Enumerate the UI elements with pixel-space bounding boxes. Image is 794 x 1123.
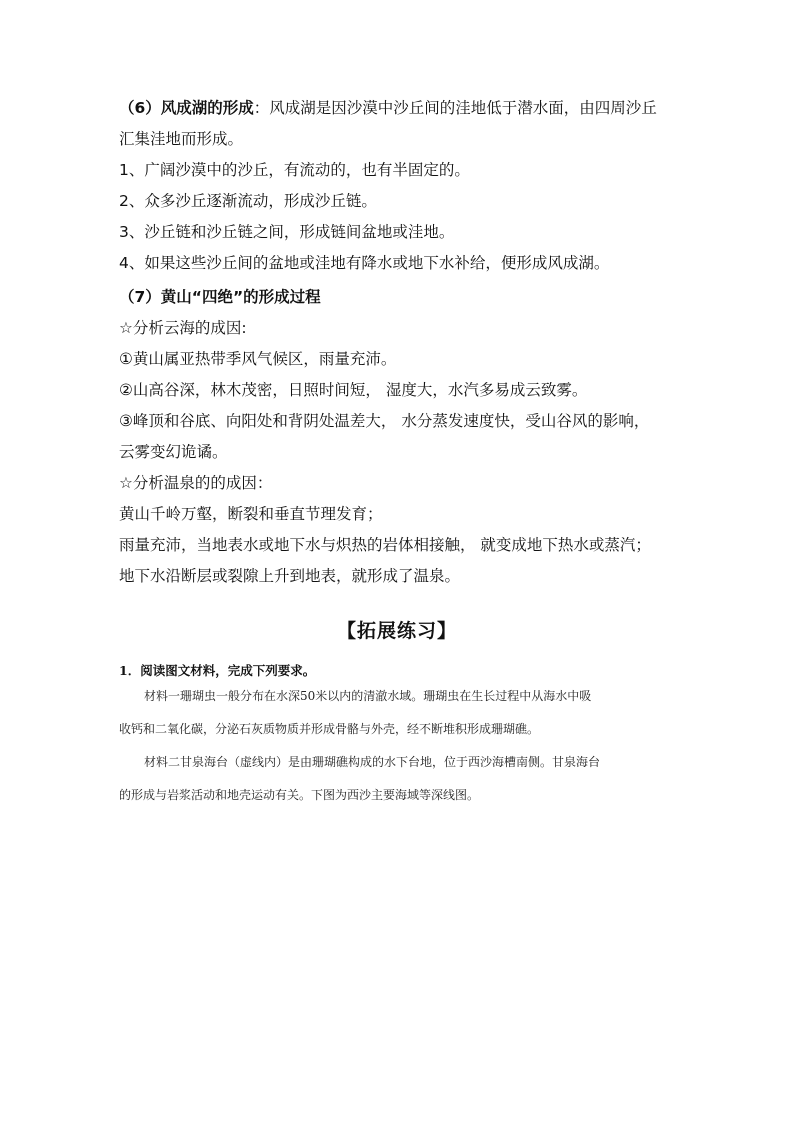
wind-lake-heading: （6）风成湖的形成 bbox=[119, 99, 254, 117]
exercise-section-title: 【拓展练习】 bbox=[336, 620, 457, 642]
material-2-line-1: 材料二甘泉海台（虚线内）是由珊瑚礁构成的水下台地，位于西沙海槽南侧。甘泉海台 bbox=[144, 755, 601, 769]
wind-lake-intro-line-2: 汇集洼地而形成。 bbox=[119, 130, 244, 148]
cloud-sea-point-2: ②山高谷深，林木茂密，日照时间短， 湿度大，水汽多易成云致雾。 bbox=[119, 381, 588, 399]
wind-lake-intro-line-1 bbox=[119, 93, 679, 124]
wind-lake-intro-text: ：风成湖是因沙漠中沙丘间的洼地低于潜水面，由四周沙丘 bbox=[253, 99, 657, 117]
hot-spring-title: ☆分析温泉的的成因： bbox=[119, 474, 273, 492]
question-1: 1．阅读图文材料，完成下列要求。 bbox=[119, 663, 316, 678]
wind-lake-step-4: 4、如果这些沙丘间的盆地或洼地有降水或地下水补给，便形成风成湖。 bbox=[119, 254, 610, 272]
cloud-sea-point-3: ③峰顶和谷底、向阳处和背阴处温差大， 水分蒸发速度快，受山谷风的影响， bbox=[119, 412, 650, 430]
section-wind-lake bbox=[119, 93, 679, 279]
material-1 bbox=[119, 680, 684, 746]
huangshan-heading: （7）黄山“四绝”的形成过程 bbox=[119, 288, 321, 306]
material-2-line-2: 的形成与岩浆活动和地壳运动有关。下图为西沙主要海域等深线图。 bbox=[119, 788, 480, 802]
wind-lake-step-1: 1、广阔沙漠中的沙丘，有流动的，也有半固定的。 bbox=[119, 161, 470, 179]
wind-lake-step-3: 3、沙丘链和沙丘链之间，形成链间盆地或洼地。 bbox=[119, 223, 455, 241]
wind-lake-step-2: 2、众多沙丘逐渐流动，形成沙丘链。 bbox=[119, 192, 377, 210]
section-huangshan bbox=[119, 282, 679, 592]
cloud-sea-title: ☆分析云海的成因: bbox=[119, 319, 247, 337]
cloud-sea-continuation: 云雾变幻诡谲。 bbox=[119, 443, 228, 461]
cloud-sea-point-1: ①黄山属亚热带季风气候区，雨量充沛。 bbox=[119, 350, 397, 368]
material-1-line-1: 材料一珊瑚虫一般分布在水深50米以内的清澈水域。珊瑚虫在生长过程中从海水中吸 bbox=[144, 689, 592, 703]
hot-spring-point-1: 黄山千岭万壑，断裂和垂直节理发育； bbox=[119, 505, 383, 523]
material-2 bbox=[119, 746, 684, 812]
hot-spring-point-3: 地下水沿断层或裂隙上升到地表，就形成了温泉。 bbox=[119, 567, 461, 585]
hot-spring-point-2: 雨量充沛，当地表水或地下水与炽热的岩体相接触， 就变成地下热水或蒸汽； bbox=[119, 536, 651, 554]
material-1-line-2: 收钙和二氧化碳，分泌石灰质物质并形成骨骼与外壳，经不断堆积形成珊瑚礁。 bbox=[119, 722, 540, 736]
